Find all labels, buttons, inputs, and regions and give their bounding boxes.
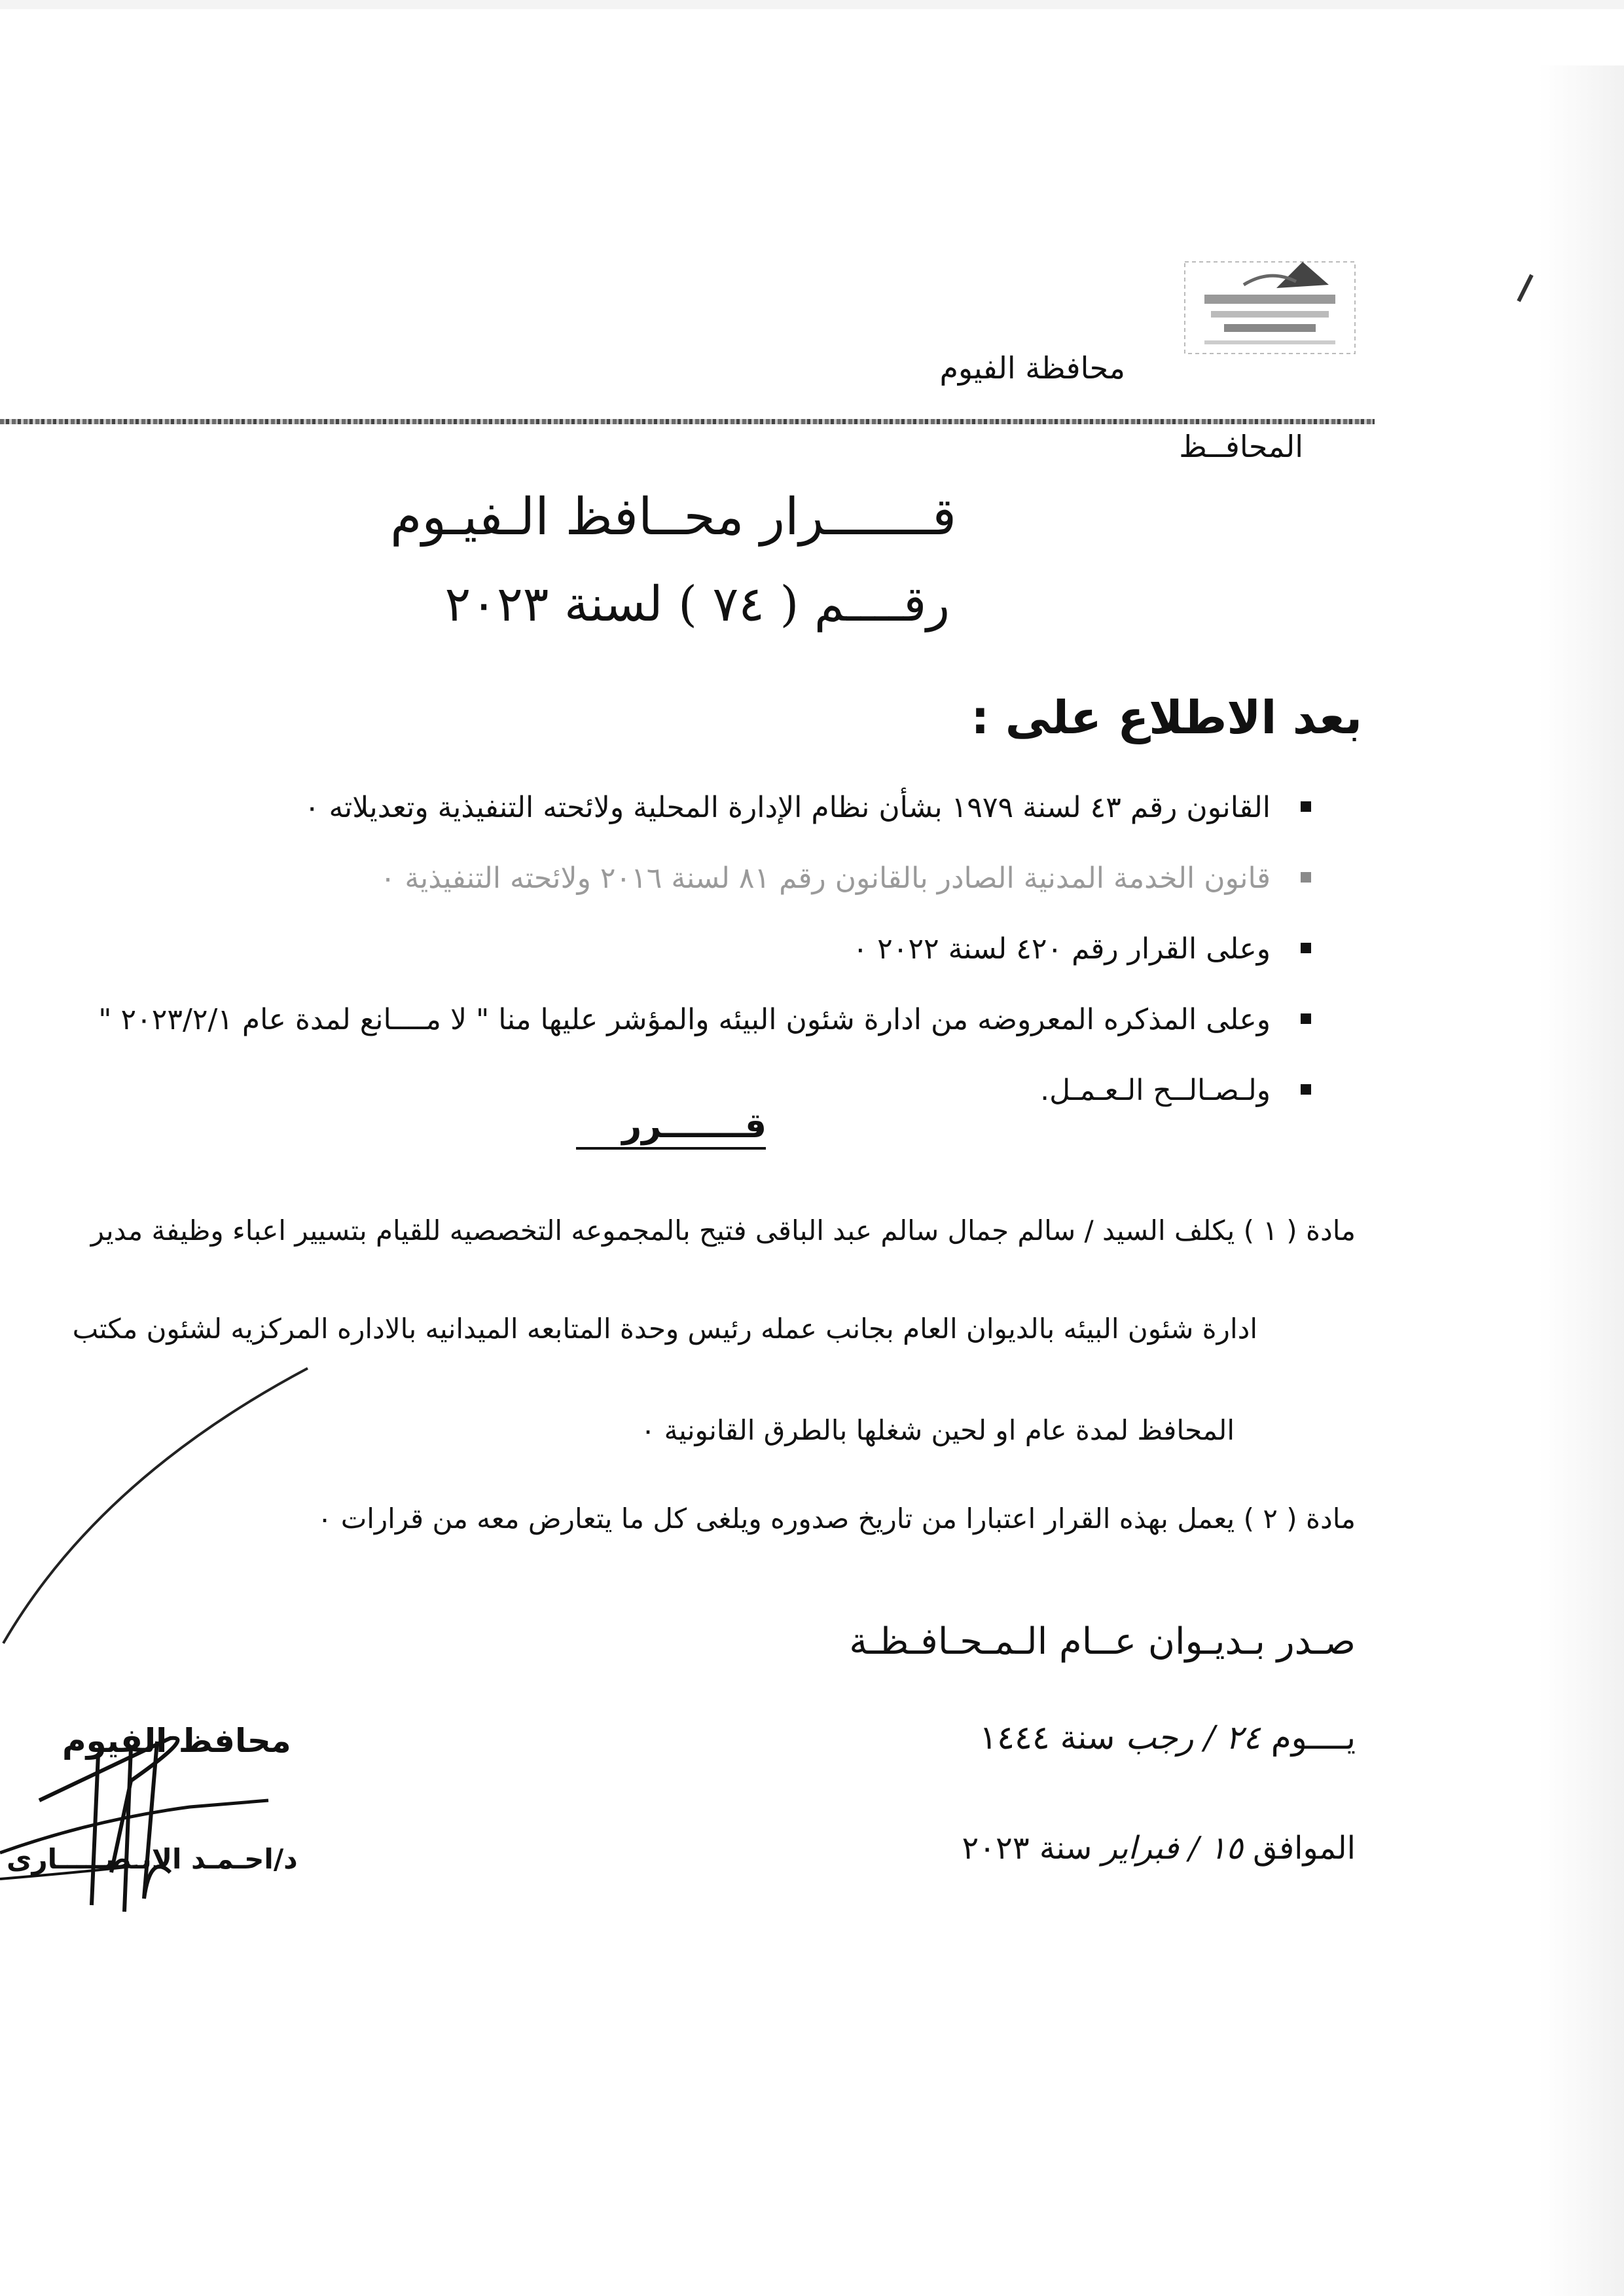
bullet-square-icon xyxy=(1301,872,1311,883)
bullet-square-icon xyxy=(1301,1013,1311,1024)
decided-underline xyxy=(576,1147,766,1150)
issue-day-line xyxy=(979,1719,1356,1757)
list-item: وعلى المذكره المعروضه من ادارة شئون البيئه والمؤشر عليها منا " لا مــــانع لمدة عام ٢٠٢٣/٢/١ " xyxy=(40,985,1316,1055)
decision-number-suffix: ) لسنة ٢٠٢٣ xyxy=(444,576,697,632)
issue-day-prefix: يــــوم xyxy=(1271,1719,1356,1757)
list-item: القانون رقم ٤٣ لسنة ١٩٧٩ بشأن نظام الإدارة المحلية ولائحته التنفيذية وتعديلاته ٠ xyxy=(40,773,1316,843)
header-divider xyxy=(0,419,1375,424)
scan-shadow-edge xyxy=(1538,65,1624,2296)
office-label: المحافــظ xyxy=(1179,429,1303,464)
list-item: قانون الخدمة المدنية الصادر بالقانون رقم ٨١ لسنة ٢٠١٦ ولائحته التنفيذية ٠ xyxy=(40,843,1316,914)
decision-number-prefix: رقــــم ( xyxy=(780,576,950,632)
agreed-year: سنة ٢٠٢٣ xyxy=(962,1830,1092,1867)
signatory-title: محافظ الفيوم xyxy=(62,1722,291,1760)
pen-stroke xyxy=(0,1362,340,1656)
article-1-line-1: مادة ( ١ ) يكلف السيد / سالم جمال سالم عبد الباقى فتيح بالمجموعه التخصصيه للقيام بتسيير اعباء وظيفة مدير xyxy=(90,1214,1356,1247)
list-item: ولـصـالــح الـعـمـل. xyxy=(40,1055,1316,1126)
signatory-name: د/احـمـد الانـصـــــارى xyxy=(7,1843,298,1875)
preamble-list xyxy=(40,773,1316,1126)
punch-mark-icon xyxy=(1512,268,1538,308)
article-1-line-2: ادارة شئون البيئه بالديوان العام بجانب عمله رئيس وحدة المتابعه الميدانيه بالاداره المركزيه لشئون مكتب xyxy=(72,1313,1257,1345)
agreed-prefix: الموافق xyxy=(1253,1830,1356,1867)
decided-heading: قـــــــرر xyxy=(622,1106,767,1146)
issued-at: صـدر بـديـوان عــام الـمـحـافـظـة xyxy=(849,1620,1356,1663)
bullet-square-icon xyxy=(1301,801,1311,812)
preamble-heading: بعد الاطلاع على : xyxy=(971,691,1362,744)
scan-shadow-top xyxy=(0,0,1624,9)
bullet-square-icon xyxy=(1301,943,1311,953)
decision-number: ٧٤ xyxy=(712,576,765,632)
agreed-handwritten: ١٥ / فبراير xyxy=(1102,1830,1243,1867)
article-1-line-3: المحافظ لمدة عام او لحين شغلها بالطرق القانونية ٠ xyxy=(640,1414,1235,1446)
agreed-date-line xyxy=(962,1830,1356,1867)
fayoum-governorate-seal-icon xyxy=(1165,249,1375,363)
governorate-name: محافظة الفيوم xyxy=(939,350,1125,386)
bullet-square-icon xyxy=(1301,1084,1311,1095)
list-item: وعلى القرار رقم ٤٢٠ لسنة ٢٠٢٢ ٠ xyxy=(40,914,1316,985)
issue-day-year: سنة ١٤٤٤ xyxy=(979,1719,1115,1757)
issue-day-handwritten: ٢٤ / رجب xyxy=(1125,1719,1261,1757)
article-2: مادة ( ٢ ) يعمل بهذه القرار اعتبارا من تاريخ صدوره ويلغى كل ما يتعارض معه من قرارات ٠ xyxy=(317,1503,1356,1535)
decision-number-line xyxy=(444,576,950,632)
decision-title: قـــــــرار محــافظ الـفيـوم xyxy=(390,488,956,547)
handwritten-signature-icon xyxy=(0,1702,314,1938)
